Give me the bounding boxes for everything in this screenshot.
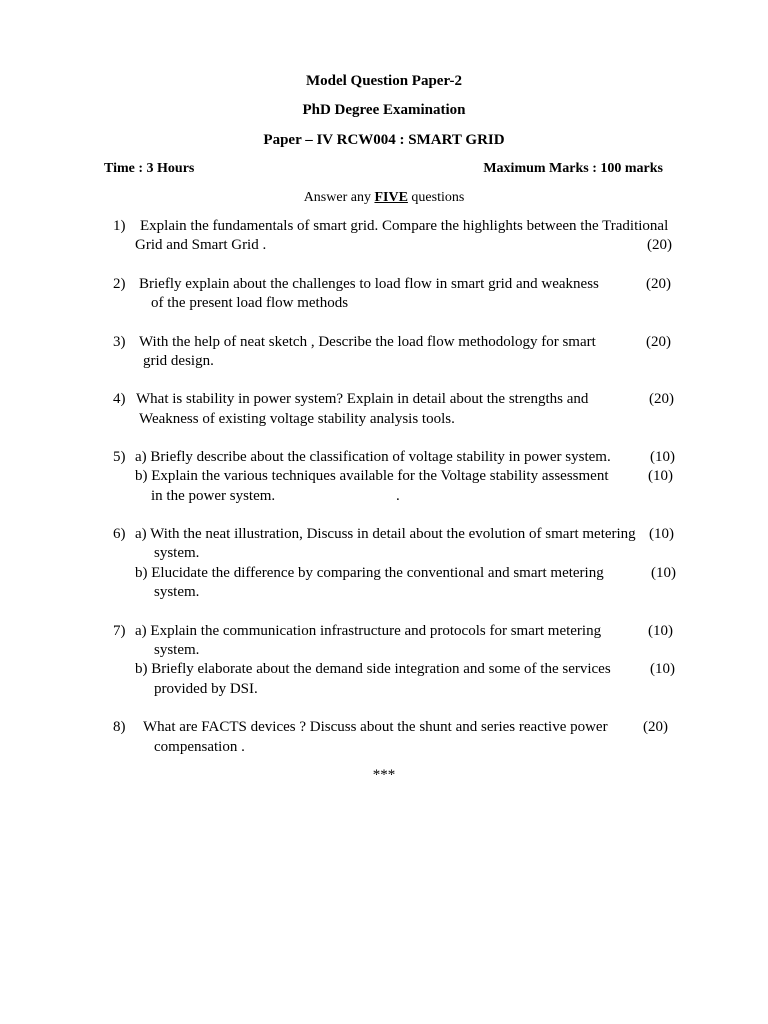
question-text-continued: of the present load flow methods xyxy=(151,295,349,311)
maximum-marks: Maximum Marks : 100 marks xyxy=(483,161,663,176)
question-marks: (20) xyxy=(646,334,671,350)
instruction-emphasis: FIVE xyxy=(374,190,408,205)
question-part-a-marks: (10) xyxy=(649,526,674,542)
question-text: Explain the fundamentals of smart grid. Compare the highlights between the Traditional xyxy=(140,218,669,234)
question-part-b-continued: provided by DSI. xyxy=(154,681,258,697)
question-part-a-marks: (10) xyxy=(650,449,675,465)
question-part-a-continued: system. xyxy=(154,545,200,561)
question-number: 3) xyxy=(113,334,126,350)
question-text-continued: grid design. xyxy=(143,353,214,369)
question-number: 7) xyxy=(113,623,126,639)
question-text-continued: Grid and Smart Grid . xyxy=(135,237,267,253)
question-part-b-continued: in the power system. xyxy=(151,488,276,504)
question-text: What is stability in power system? Explain in detail about the strengths and xyxy=(136,391,589,407)
question-text: Briefly explain about the challenges to load flow in smart grid and weakness xyxy=(139,276,599,292)
question-part-a: a) Explain the communication infrastructure and protocols for smart metering xyxy=(135,623,602,639)
question-part-b-continued: system. xyxy=(154,584,200,600)
question-text: What are FACTS devices ? Discuss about the shunt and series reactive power xyxy=(143,719,608,735)
question-number: 1) xyxy=(113,218,126,234)
instruction: Answer any FIVE questions xyxy=(303,190,465,205)
paper-title: Model Question Paper-2 xyxy=(305,73,463,89)
question-marks: (20) xyxy=(646,276,671,292)
question-text: With the help of neat sketch , Describe the load flow methodology for smart xyxy=(139,334,596,350)
paper-subject: Paper – IV RCW004 : SMART GRID xyxy=(263,132,505,148)
stray-period: . xyxy=(396,488,400,504)
question-part-a-marks: (10) xyxy=(648,623,673,639)
question-text-continued: compensation . xyxy=(154,739,245,755)
question-part-b-marks: (10) xyxy=(650,661,675,677)
question-text-continued: Weakness of existing voltage stability analysis tools. xyxy=(139,411,455,427)
end-marker: *** xyxy=(372,767,396,783)
question-part-b: b) Elucidate the difference by comparing the conventional and smart metering xyxy=(135,565,604,581)
question-part-b-marks: (10) xyxy=(651,565,676,581)
question-part-a-continued: system. xyxy=(154,642,200,658)
question-part-a: a) With the neat illustration, Discuss in detail about the evolution of smart metering xyxy=(135,526,636,542)
question-marks: (20) xyxy=(649,391,674,407)
question-marks: (20) xyxy=(647,237,672,253)
question-number: 4) xyxy=(113,391,126,407)
question-number: 8) xyxy=(113,719,126,735)
question-part-a: a) Briefly describe about the classification of voltage stability in power system. xyxy=(135,449,611,465)
question-number: 6) xyxy=(113,526,126,542)
question-part-b: b) Explain the various techniques available for the Voltage stability assessment xyxy=(135,468,609,484)
question-part-b: b) Briefly elaborate about the demand side integration and some of the services xyxy=(135,661,611,677)
question-number: 5) xyxy=(113,449,126,465)
time-allowed: Time : 3 Hours xyxy=(104,161,195,176)
question-marks: (20) xyxy=(643,719,668,735)
question-number: 2) xyxy=(113,276,126,292)
exam-name: PhD Degree Examination xyxy=(302,102,466,118)
question-part-b-marks: (10) xyxy=(648,468,673,484)
